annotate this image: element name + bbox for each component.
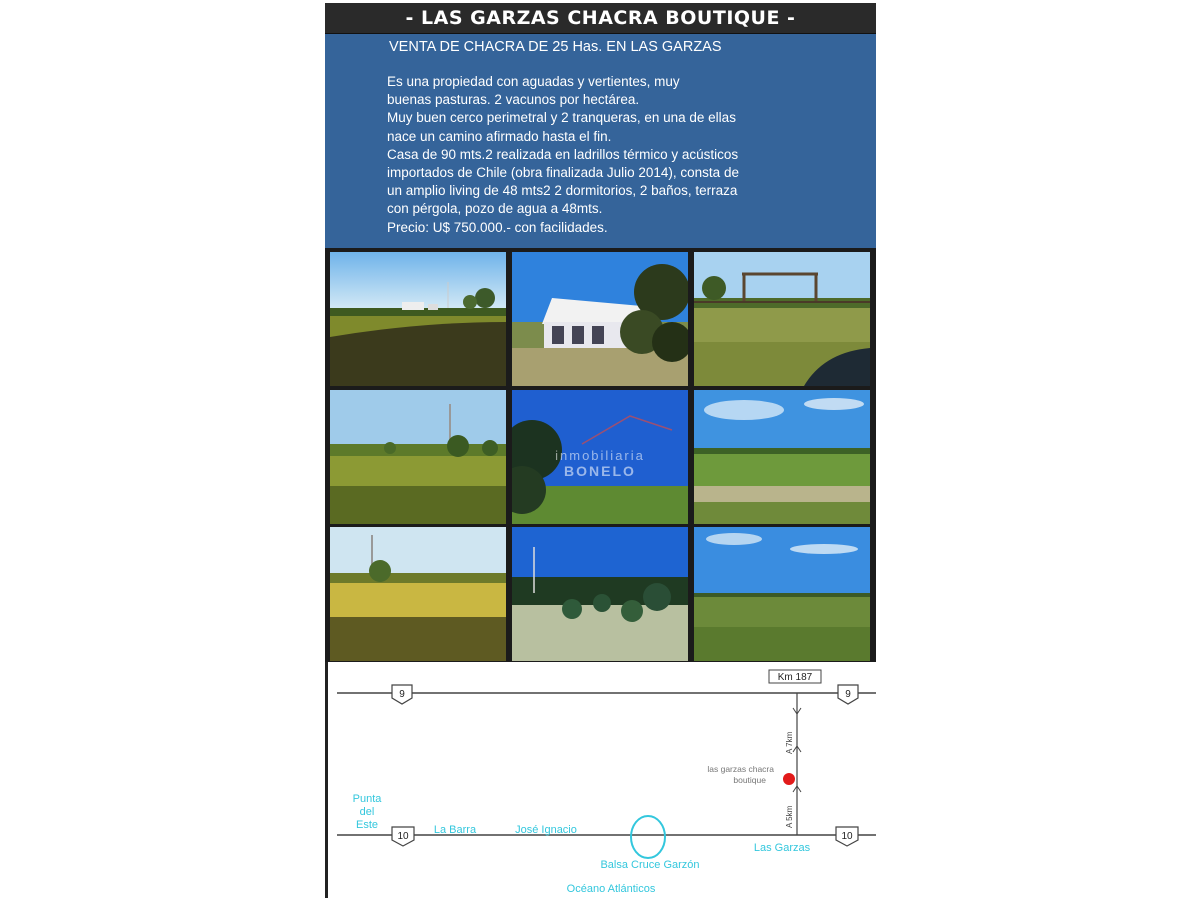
photo-field-sunset: [330, 527, 506, 661]
description-line: con pérgola, pozo de agua a 48mts.: [387, 201, 603, 217]
svg-text:Km 187: Km 187: [777, 672, 813, 683]
description-line: importados de Chile (obra finalizada Julio 2014), consta de: [387, 165, 739, 181]
description-line: nace un camino afirmado hasta el fin.: [387, 128, 612, 144]
description-line: Casa de 90 mts.2 realizada en ladrillos térmico y acústicos: [387, 146, 739, 162]
place-punta-line3: Este: [355, 819, 379, 831]
place-ocean: Océano Atlánticos: [566, 883, 656, 895]
info-panel: [325, 34, 876, 248]
route-10-shield-west: [392, 827, 414, 846]
flyer-title: - LAS GARZAS CHACRA BOUTIQUE -: [325, 3, 876, 34]
watermark: [512, 448, 688, 479]
watermark-line1: inmobiliaria: [555, 448, 645, 463]
description-line: Es una propiedad con aguadas y vertientes, muy: [387, 74, 680, 89]
property-description: [387, 73, 857, 237]
svg-text:10: 10: [397, 831, 409, 842]
property-marker-icon: [783, 773, 795, 785]
location-map: [328, 662, 876, 898]
price-line: Precio: U$ 750.000.- con facilidades.: [387, 219, 608, 235]
route-9-shield-west: [392, 685, 412, 704]
distance-south-label: A 5km: [785, 805, 794, 828]
photo-field-road: [330, 252, 506, 386]
route-9-shield-east: [838, 685, 858, 704]
photo-pasture: [694, 390, 870, 524]
balsa-crossing-circle: [631, 816, 665, 858]
photo-gate: [694, 252, 870, 386]
photo-young-trees: [512, 527, 688, 661]
sale-subtitle: VENTA DE CHACRA DE 25 Has. EN LAS GARZAS: [389, 39, 722, 55]
photo-house: [512, 252, 688, 386]
property-label-line2: boutique: [733, 775, 766, 785]
property-label-line1: las garzas chacra: [707, 764, 774, 774]
place-punta-line1: Punta: [352, 793, 382, 805]
route-10-shield-east: [836, 827, 858, 846]
photo-trees-blue-sky: [512, 390, 688, 524]
description-line: un amplio living de 48 mts2 2 dormitorios, 2 baños, terraza: [387, 183, 738, 199]
place-jose-ignacio: José Ignacio: [515, 824, 577, 836]
place-balsa-cruce-garzon: Balsa Cruce Garzón: [600, 859, 700, 871]
km-marker: [769, 670, 821, 683]
photo-field-tower: [330, 390, 506, 524]
svg-text:9: 9: [399, 689, 405, 700]
description-line: Muy buen cerco perimetral y 2 tranqueras, en una de ellas: [387, 110, 736, 126]
watermark-line2: BONELO: [564, 463, 636, 479]
place-las-garzas: Las Garzas: [753, 842, 811, 854]
place-punta-line2: del: [359, 806, 375, 818]
description-line: buenas pasturas. 2 vacunos por hectárea.: [387, 92, 640, 108]
property-flyer: [325, 3, 876, 898]
svg-text:10: 10: [841, 831, 853, 842]
svg-text:9: 9: [845, 689, 851, 700]
distance-north-label: A 7km: [785, 731, 794, 754]
photo-grid: [325, 248, 876, 662]
photo-open-field: [694, 527, 870, 661]
place-la-barra: La Barra: [433, 824, 477, 836]
